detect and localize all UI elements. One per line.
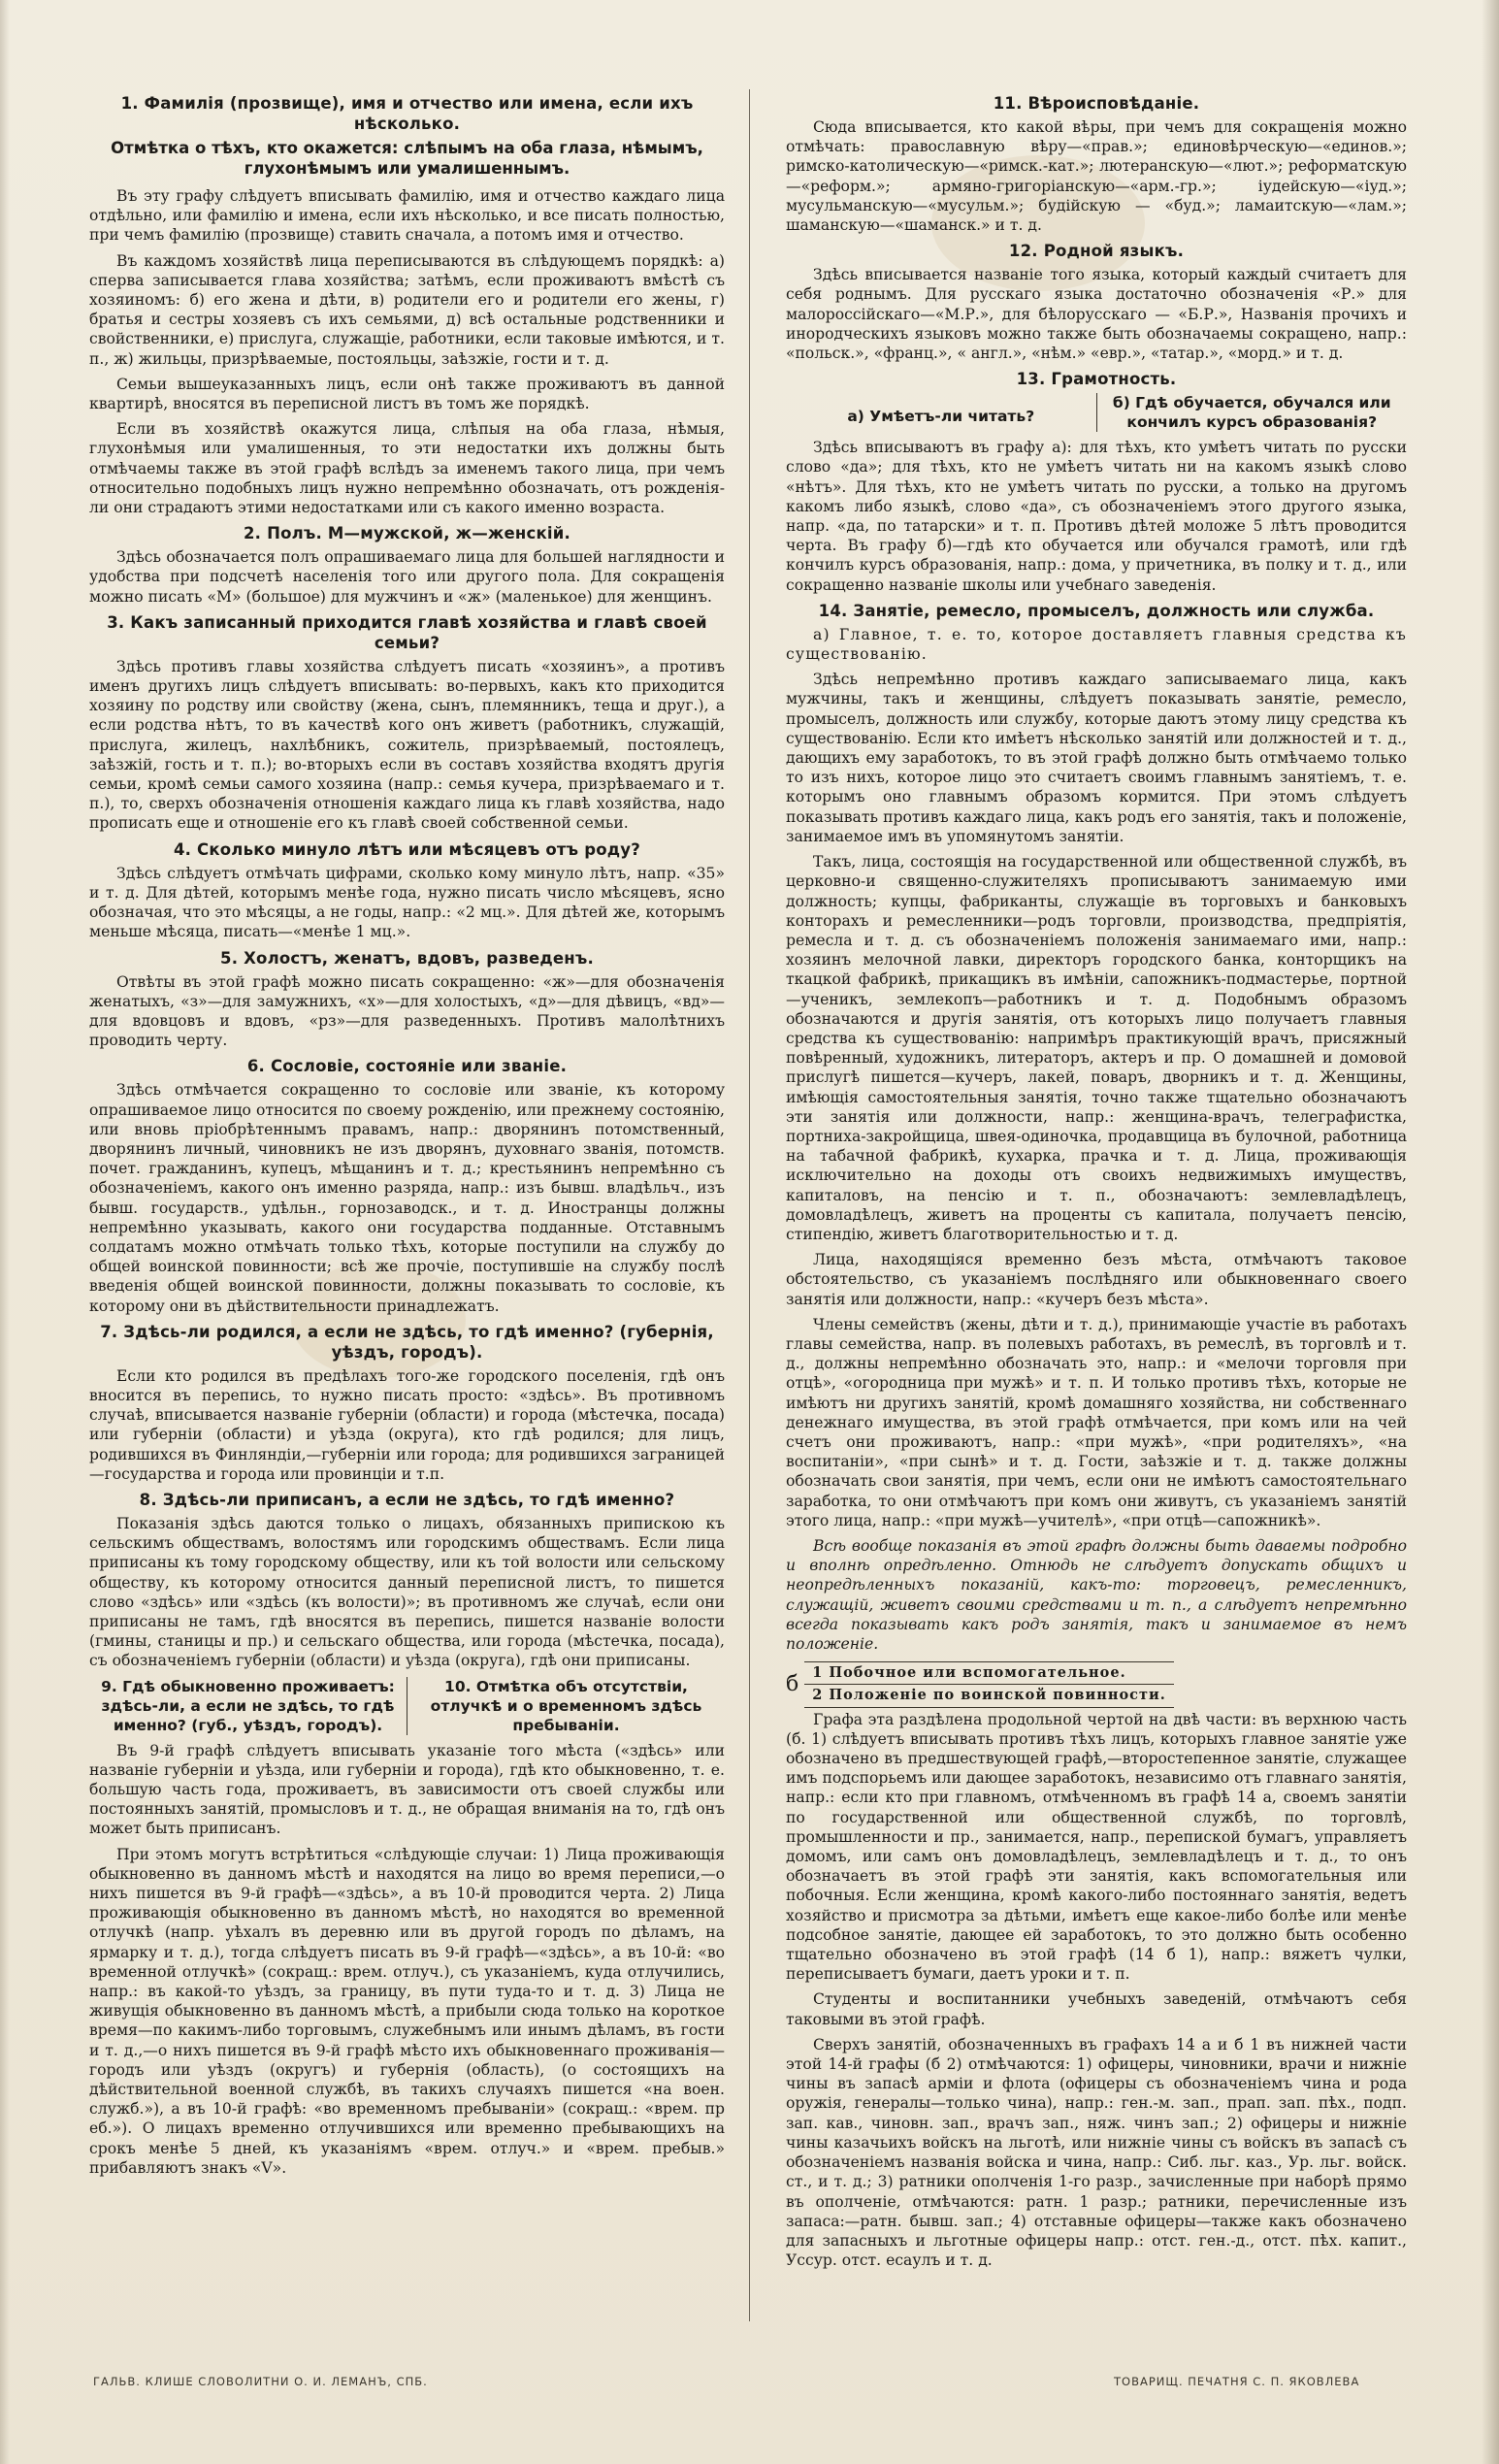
paragraph: Здѣсь отмѣчается сокращенно то сословіе или званіе, къ которому опрашиваемое лицо относится по своему рожденію, или прежнему состоянію, или вновь пріобрѣтеннымъ правамъ, напр.: дворянинъ потомственный, дворянинъ личный, чиновникъ не изъ дворянъ, духовнаго званія, потомств. почет. гражданинъ, купецъ, мѣщанинъ и т. д.; крестьянинъ непремѣнно съ обозначеніемъ, какого онъ именно разряда, напр.: изъ бывш. владѣльч., изъ бывш. государств., удѣльн., горнозаводск., и т. д. Иностранцы должны непремѣнно указывать, какого они государства подданные. Отставнымъ солдатамъ можно отмѣчать только тѣхъ, которые поступили на службу до общей воинской повинности; всѣ же прочіе, поступившіе на службу послѣ введенія общей воинской повинности, должны показывать то сословіе, къ которому они въ дѣйствительности принадлежатъ. [89, 1081, 725, 1315]
subsection-b1-label: 1 Побочное или вспомогательное. [804, 1661, 1174, 1685]
paragraph: При этомъ могутъ встрѣтиться «слѣдующіе случаи: 1) Лица проживающія обыкновенно въ данномъ мѣстѣ и находятся на лицо во время переписи,—о нихъ пишется въ 9-й графѣ—«здѣсь», а въ 10-й проводится черта. 2) Лица проживающія обыкновенно въ данномъ мѣстѣ, но находятся во временной отлучкѣ (напр. уѣхалъ въ деревню или въ другой городъ по дѣламъ, на ярмарку и т. д.), тогда слѣдуетъ писать въ 9-й графѣ—«здѣсь», а въ 10-й: «во временной отлучкѣ» (сокращ.: врем. отлуч.), съ указаніемъ, куда отлучились, напр.: въ какой-то уѣздъ, за границу, въ пути туда-то и т. д. 3) Лица не живущія обыкновенно въ данномъ мѣстѣ, а прибыли сюда только на короткое время—по какимъ-либо торговымъ, служебнымъ или инымъ дѣламъ, въ гости и т. д.,—о нихъ пишется въ 9-й графѣ мѣсто ихъ обыкновеннаго проживанія—городъ или уѣздъ (округъ) и губернія (область), (о состоящихъ на дѣйствительной военной службѣ, въ такихъ случаяхъ пишется «на воен. служб.»), а въ 10-й графѣ: «во временномъ пребываніи» (сокращ.: «врем. пр еб.»). О лицахъ временно отлучившихся или временно пребывающихъ на срокъ менѣе 5 дней, къ указаніямъ «врем. отлуч.» и «врем. пребыв.» прибавляютъ знакъ «V». [89, 1845, 725, 2177]
paragraph: Студенты и воспитанники учебныхъ заведеній, отмѣчаютъ себя таковыми въ этой графѣ. [786, 1990, 1407, 2028]
paragraph: Сюда вписывается, кто какой вѣры, при чемъ для сокращенія можно отмѣчать: православную вѣру—«прав.»; единовѣрческую—«единов.»; римско-католическую—«римск.-кат.»; лютеранскую—«лют.»; реформатскую—«реформ.»; армяно-григоріанскую—«арм.-гр.»; іудейскую—«іуд.»; мусульманскую—«мусульм.»; будійскую — «буд.»; ламаитскую—«лам.»; шаманскую—«шаманск.» и т. д. [786, 118, 1407, 235]
section-heading-7: 7. Здѣсь-ли родился, а если не здѣсь, то гдѣ именно? (губернія, уѣздъ, городъ). [100, 1322, 714, 1362]
section-heading-3: 3. Какъ записанный приходится главѣ хозяйства и главѣ своей семьи? [107, 612, 707, 652]
subheading-13b: б) Гдѣ обучается, обучался или кончилъ курсъ образованія? [1096, 393, 1408, 432]
section-heading-10: 10. Отмѣтка объ отсутствіи, отлучкѣ и о временномъ здѣсь пребываніи. [407, 1677, 725, 1735]
paragraph: Здѣсь вписываютъ въ графу а): для тѣхъ, кто умѣетъ читать по русски слово «да»; для тѣхъ, кто не умѣетъ читать ни на какомъ языкѣ слово «нѣтъ». Для тѣхъ, кто не умѣетъ читать по русски, а только на другомъ какомъ либо языкѣ, слово «да», съ обозначеніемъ этого другого языка, напр. «да, по татарски» и т. п. Противъ дѣтей моложе 5 лѣтъ проводится черта. Въ графу б)—гдѣ кто обучается или обучался грамотѣ, или гдѣ кончилъ курсъ образованія, напр.: дома, у причетника, въ полку и т. д., или сокращенно названіе школы или учебнаго заведенія. [786, 439, 1407, 594]
section-heading-9-10 [89, 1677, 725, 1735]
paragraph: а) Главное, т. е. то, которое доставляетъ главныя средства къ существованію. [786, 625, 1407, 664]
paragraph: Въ 9-й графѣ слѣдуетъ вписывать указаніе того мѣста («здѣсь» или названіе губерніи и уѣзда, или губерніи и города), гдѣ кто обыкновенно, т. е. большую часть года, проживаетъ, въ зависимости отъ своей службы или постоянныхъ занятій, промысловъ и т. д., не обращая вниманія на то, гдѣ онъ может быть приписанъ. [89, 1741, 725, 1838]
subsection-b-labels [786, 1661, 1407, 1707]
paragraph: Семьи вышеуказанныхъ лицъ, если онѣ также проживаютъ въ данной квартирѣ, вносятся въ переписной листъ въ томъ же порядкѣ. [89, 375, 725, 413]
section-heading-11: 11. Вѣроисповѣданіе. [993, 94, 1200, 113]
subsection-b-letter: б [786, 1671, 799, 1696]
paragraph: Здѣсь обозначается полъ опрашиваемаго лица для большей наглядности и удобства при подсчетѣ населенія того или другого пола. Для сокращенія можно писать «М» (большое) для мужчинъ и «ж» (маленькое) для женщинъ. [89, 548, 725, 606]
paragraph: Всѣ вообще показанія въ этой графѣ должны быть даваемы подробно и вполнѣ опредѣленно. Отнюдь не слѣдуетъ допускать общихъ и неопредѣленныхъ показаній, какъ-то: торговецъ, ремесленникъ, служащій, живетъ своими средствами и т. п., а слѣдуетъ непремѣнно всегда показывать какъ родъ занятія, такъ и занимаемое въ немъ положеніе. [786, 1537, 1407, 1654]
paragraph: Сверхъ занятій, обозначенныхъ въ графахъ 14 а и б 1 въ нижней части этой 14-й графы (б 2) отмѣчаются: 1) офицеры, чиновники, врачи и нижніе чины въ запасѣ арміи и флота (офицеры съ обозначеніемъ чина и рода оружія, генералы—только чина), напр.: ген.-м. зап., прап. зап. пѣх., подп. зап. кав., чиновн. зап., врачъ зап., няж. чинъ зап.; 2) офицеры и нижніе чины казачьихъ войскъ на льготѣ, или нижніе чины съ войскъ въ запасѣ съ обозначеніемъ названія войска и чина, напр.: Сиб. льг. каз., Ур. льг. войск. ст., и т. д.; 3) ратники ополченія 1-го разр., зачисленные при наборѣ прямо въ ополченіе, отмѣчаются: ратн. 1 разр.; ратники, перечисленные изъ запаса:—ратн. бывш. зап.; 4) отставные офицеры—также какъ обозначено для запасныхъ и льготные офицеры напр.: отст. ген.-д., отст. пѣх. капит., Уссур. отст. есаулъ и т. д. [786, 2035, 1407, 2270]
section-heading-13: 13. Грамотность. [1016, 370, 1177, 389]
section-subheading-1: Отмѣтка о тѣхъ, кто окажется: слѣпымъ на оба глаза, нѣмымъ, глухонѣмымъ или умалишеннымъ. [111, 139, 703, 178]
section-heading-8: 8. Здѣсь-ли приписанъ, а если не здѣсь, то гдѣ именно? [139, 1490, 675, 1509]
subsection-b2-label: 2 Положеніе по воинской повинности. [804, 1685, 1174, 1707]
paragraph: Въ эту графу слѣдуетъ вписывать фамилію, имя и отчество каждаго лица отдѣльно, или фамилію и имена, если ихъ нѣсколько, и все писать полностью, при чемъ фамилію (прозвище) ставить сначала, а потомъ имя и отчество. [89, 187, 725, 245]
paragraph: Если въ хозяйствѣ окажутся лица, слѣпыя на оба глаза, нѣмыя, глухонѣмыя или умалишенныя, то эти недостатки ихъ должны быть отмѣчаемы также въ этой графѣ вслѣдъ за именемъ такого лица, при чемъ относительно подобныхъ лицъ нужно непремѣнно обозначать, отъ рожденія-ли они страдаютъ этими недостатками или съ какого именно возраста. [89, 420, 725, 517]
section-heading-1: 1. Фамилія (прозвище), имя и отчество или имена, если ихъ нѣсколько. [120, 94, 694, 133]
paragraph: Отвѣты въ этой графѣ можно писать сокращенно: «ж»—для обозначенія женатыхъ, «з»—для замужнихъ, «х»—для холостыхъ, «д»—для дѣвицъ, «вд»—для вдовцовъ и вдовъ, «рз»—для разведенныхъ. Противъ малолѣтнихъ проводить черту. [89, 972, 725, 1050]
printer-credit-left: ГАЛЬВ. КЛИШЕ СЛОВОЛИТНИ О. И. ЛЕМАНЪ, СПБ. [93, 2375, 428, 2388]
paragraph: Въ каждомъ хозяйствѣ лица переписываются въ слѣдующемъ порядкѣ: а) сперва записывается глава хозяйства; затѣмъ, если проживаютъ вмѣстѣ съ хозяиномъ: б) его жена и дѣти, в) родители его и родители его жены, г) братья и сестры хозяевъ съ ихъ семьями, д) всѣ остальные родственники и свойственники, е) прислуга, служащіе, работники, если таковые имѣются, и т. п., ж) жильцы, призрѣваемые, постояльцы, заѣзжіе, гости и т. д. [89, 251, 725, 368]
column-divider [749, 89, 750, 2321]
paragraph: Здѣсь противъ главы хозяйства слѣдуетъ писать «хозяинъ», а противъ именъ другихъ лицъ слѣдуетъ вписывать: во-первыхъ, какъ кто приходится хозяину по родству или свойству (жена, сынъ, племянникъ, теща и друг.), а если родства нѣтъ, то въ качествѣ кого онъ живетъ (работникъ, служащій, прислуга, жилецъ, нахлѣбникъ, сожитель, призрѣваемый, постоялецъ, заѣзжій, гость и т. п.); во-вторыхъ если въ составъ хозяйства входятъ другія семьи, кромѣ семьи самого хозяина (напр.: семья кучера, призрѣваемаго и т. п.), то, сверхъ обозначенія отношенія каждаго лица къ главѣ хозяйства, надо прописать еще и отношеніе его къ главѣ своей собственной семьи. [89, 657, 725, 833]
section-heading-5: 5. Холостъ, женатъ, вдовъ, разведенъ. [220, 948, 594, 968]
right-column [786, 87, 1407, 2276]
section-heading-12: 12. Родной языкъ. [1008, 242, 1185, 261]
literacy-subheadings [786, 393, 1407, 432]
paper-edge-right [1482, 0, 1499, 2464]
paragraph: Графа эта раздѣлена продольной чертой на двѣ части: въ верхнюю часть (б. 1) слѣдуетъ вписывать противъ тѣхъ лицъ, которыхъ главное занятіе уже обозначено въ предшествующей графѣ,—второстепенное занятіе, служащее имъ подспорьемъ или дающее заработокъ, независимо отъ главнаго занятія, напр.: если кто при главномъ, отмѣченномъ въ графѣ 14 а, своемъ занятіи по государственной или общественной службѣ, по торговлѣ, промышленности и пр., занимается, напр., перепиской бумагъ, управляетъ домомъ, или самъ онъ домовладѣлецъ, землевладѣлецъ и т. д., то онъ обозначаетъ въ этой графѣ эти занятія, какъ вспомогательныя или побочныя. Если женщина, кромѣ какого-либо постояннаго занятія, ведетъ хозяйство и присмотра за дѣтьми, имѣетъ еще какое-либо болѣе или менѣе подсобное занятіе, дающее ей заработокъ, то это должно быть особенно тщательно обозначено въ этой графѣ (14 б 1), напр.: вяжетъ чулки, переписываетъ бумаги, даетъ уроки и т. п. [786, 1710, 1407, 1984]
paragraph: Здѣсь непремѣнно противъ каждаго записываемаго лица, какъ мужчины, такъ и женщины, слѣдуетъ показывать занятіе, ремесло, промыселъ, должность или службу, которые даютъ этому лицу средства къ существованію. Если кто имѣетъ нѣсколько занятій или должностей и т. д., дающихъ ему заработокъ, то въ этой графѣ должно быть отмѣчаемо только то изъ нихъ, которое лицо это считаетъ своимъ главнымъ занятіемъ, т. е. которымъ оно главнымъ образомъ кормится. При этомъ слѣдуетъ показывать противъ каждаго лица, какъ родъ его занятія, такъ и положеніе, занимаемое имъ въ упомянутомъ занятіи. [786, 671, 1407, 845]
paragraph: Здѣсь слѣдуетъ отмѣчать цифрами, сколько кому минуло лѣтъ, напр. «35» и т. д. Для дѣтей, которымъ менѣе года, нужно писать число мѣсяцевъ, ясно обозначая, что это мѣсяцы, а не годы, напр.: «2 мц.». Для дѣтей же, которымъ меньше мѣсяца, писать—«менѣе 1 мц.». [89, 864, 725, 941]
paragraph: Такъ, лица, состоящія на государственной или общественной службѣ, въ церковно-и священно-служителяхъ прописываютъ занимаемую ими должность; купцы, фабриканты, служащіе въ торговыхъ и банковыхъ конторахъ и ремесленники—родъ торговли, производства, предпріятія, ремесла и т. д. съ обозначеніемъ положенія занимаемаго ими, напр.: хозяинъ мелочной лавки, директоръ городского банка, конторщикъ на ткацкой фабрикѣ, прикащикъ въ имѣніи, сапожникъ-подмастерье, портной—ученикъ, землекопъ—работникъ и т. д. Подобнымъ образомъ обозначаются и другія занятія, отъ которыхъ лицо получаетъ главныя средства къ существованію: напримѣръ практикующій врачъ, присяжный повѣренный, художникъ, литераторъ, актеръ и пр. О домашней и домовой прислугѣ пишется—кучеръ, лакей, поваръ, дворникъ и т. д. Женщины, имѣющія самостоятельныя занятія, точно также тщательно обозначаютъ эти занятія или должности, напр.: женщина-врачъ, телеграфистка, портниха-закройщица, швея-одиночка, продавщица въ булочной, работница на табачной фабрикѣ, кухарка, прачка и т. д. Лица, проживающія исключительно на доходы отъ своихъ недвижимыхъ имуществъ, капиталовъ, на пенсію и т. п., обозначаютъ: землевладѣлецъ, домовладѣлецъ, живетъ на проценты съ капитала, получаетъ пенсію, стипендію, живетъ благотворительностью и т. д. [786, 853, 1407, 1243]
paragraph: Если кто родился въ предѣлахъ того-же городского поселенія, гдѣ онъ вносится въ перепись, то нужно писать просто: «здѣсь». Въ противномъ случаѣ, вписывается названіе губерніи (области) и города (мѣстечка, посада) или губерніи (области) и уѣзда (округа), кто гдѣ родился; для лицъ, родившихся въ Финляндіи,—губерніи или города; для родившихся заграницей—государства и города или провинціи и т.п. [89, 1366, 725, 1483]
paper-edge-left [0, 0, 10, 2464]
section-heading-9: 9. Гдѣ обыкновенно проживаетъ: здѣсь-ли, а если не здѣсь, то гдѣ именно? (губ., уѣздъ, городъ). [101, 1677, 395, 1734]
paragraph: Здѣсь вписывается названіе того языка, который каждый считаетъ для себя роднымъ. Для русскаго языка достаточно обозначенія «Р.» для малороссійскаго—«М.Р.», для бѣлорусскаго — «Б.Р.», Названія прочихъ и инородческихъ языковъ можно также быть обозначаемы сокращено, напр.: «польск.», «франц.», « англ.», «нѣм.» «евр.», «татар.», «морд.» и т. д. [786, 266, 1407, 363]
section-heading-2: 2. Полъ. М—мужской, ж—женскій. [244, 524, 570, 543]
paragraph: Члены семействъ (жены, дѣти и т. д.), принимающіе участіе въ работахъ главы семейства, напр. въ полевыхъ работахъ, въ ремеслѣ, въ торговлѣ и т. д., должны непремѣнно обозначать это, напр.: и «мелочи торговля при отцѣ», «огородница при мужѣ» и т. п. И только противъ тѣхъ, которые не имѣютъ ни другихъ занятій, кромѣ домашняго хозяйства, ни собственнаго денежнаго имущества, въ этой графѣ отмѣчается, при комъ или на чей счетъ они проживаютъ, напр.: «при мужѣ», «при родителяхъ», «на воспитаніи», «при сынѣ» и т. д. Гости, заѣзжіе и т. д. также должны обозначать свои занятія, при чемъ, если они не имѣютъ самостоятельнаго заработка, то они отмѣчаютъ при комъ они живутъ, съ указаніемъ занятій этого лица, напр.: «при мужѣ—учителѣ», «при отцѣ—сапожникѣ». [786, 1315, 1407, 1529]
section-heading-4: 4. Сколько минуло лѣтъ или мѣсяцевъ отъ роду? [173, 839, 641, 859]
left-column [89, 87, 725, 2184]
printer-credit-right: ТОВАРИЩ. ПЕЧАТНЯ С. П. ЯКОВЛЕВА [1114, 2375, 1360, 2388]
paragraph: Лица, находящіяся временно безъ мѣста, отмѣчаютъ таковое обстоятельство, съ указаніемъ послѣдняго или обыкновеннаго своего занятія или должности, напр.: «кучеръ безъ мѣста». [786, 1251, 1407, 1308]
subheading-13a: а) Умѣетъ-ли читать? [847, 408, 1035, 426]
paragraph: Показанія здѣсь даются только о лицахъ, обязанныхъ припискою къ сельскимъ обществамъ, волостямъ или городскимъ обществамъ. Если лица приписаны къ тому городскому обществу, или къ той волости или сельскому обществу, къ которому относится данный переписной листъ, то пишется слово «здѣсь» или «здѣсь (къ волости)»; въ противномъ же случаѣ, если они приписаны не тамъ, гдѣ вносятся въ перепись, пишется названіе волости (гмины, станицы и пр.) и сельскаго общества, или города (мѣстечка, посада), съ обозначеніемъ губерніи (области) и уѣзда (округа), гдѣ они приписаны. [89, 1514, 725, 1670]
section-heading-14: 14. Занятіе, ремесло, промыселъ, должность или служба. [818, 601, 1375, 620]
section-heading-6: 6. Сословіе, состояніе или званіе. [246, 1057, 568, 1076]
